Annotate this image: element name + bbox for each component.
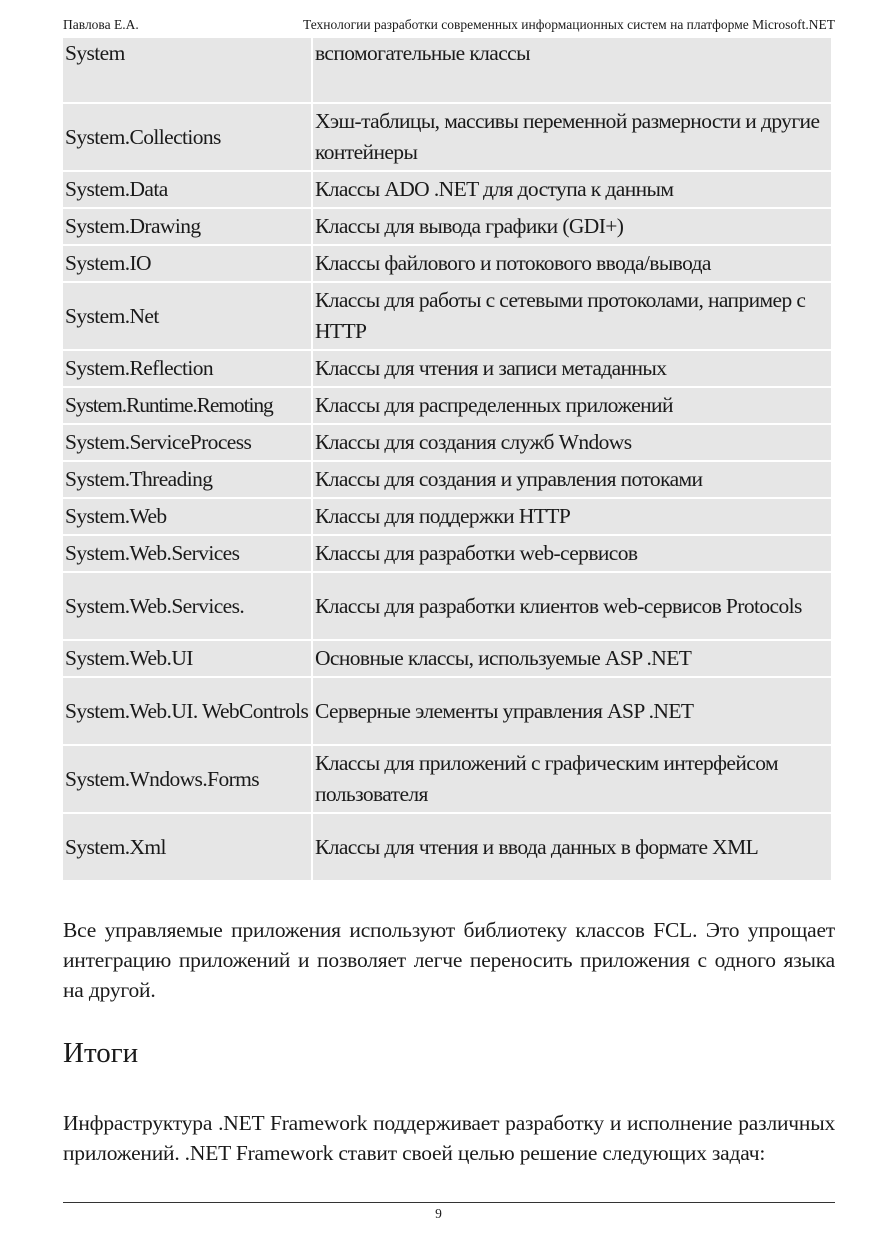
namespace-name: System.Net (63, 283, 311, 349)
namespace-description: Классы для разработки web-сервисов (313, 536, 831, 571)
table-row (63, 351, 831, 386)
namespace-name: System.Drawing (63, 209, 311, 244)
namespace-description: вспомогательные классы (313, 38, 831, 102)
namespace-name: System.Reflection (63, 351, 311, 386)
namespace-description: Классы для поддержки HTTP (313, 499, 831, 534)
table-row (63, 573, 831, 639)
body-paragraph: Все управляемые приложения используют библиотеку классов FCL. Это упрощает интеграцию приложений и позволяет легче переносить приложения с одного языка на другой. (63, 918, 835, 1002)
namespace-name: System.Threading (63, 462, 311, 497)
namespace-name: System.ServiceProcess (63, 425, 311, 460)
namespace-description: Классы для разработки клиентов web-сервисов Protocols (313, 573, 831, 639)
header-author: Павлова Е.А. (63, 17, 139, 32)
namespace-table (61, 36, 833, 882)
namespace-name: System.Runtime.Remoting (63, 388, 311, 423)
table-row (63, 462, 831, 497)
namespace-description: Классы файлового и потокового ввода/вывода (313, 246, 831, 281)
namespace-name: System.Web.UI. WebControls (63, 678, 311, 744)
table-row (63, 814, 831, 880)
namespace-description: Классы для чтения и ввода данных в формате XML (313, 814, 831, 880)
table-row (63, 536, 831, 571)
table-row (63, 246, 831, 281)
table-row (63, 425, 831, 460)
table-row (63, 499, 831, 534)
namespace-description: Серверные элементы управления ASP .NET (313, 678, 831, 744)
namespace-name: System.Collections (63, 104, 311, 170)
table-row (63, 209, 831, 244)
page-header (63, 17, 835, 37)
table-row (63, 172, 831, 207)
table-row (63, 641, 831, 676)
namespace-name: System.Data (63, 172, 311, 207)
table-row (63, 283, 831, 349)
section-heading: Итоги (63, 1037, 139, 1069)
namespace-name: System.Xml (63, 814, 311, 880)
footer-divider (63, 1202, 835, 1203)
namespace-description: Основные классы, используемые ASP .NET (313, 641, 831, 676)
namespace-description: Классы для приложений с графическим интерфейсом пользователя (313, 746, 831, 812)
namespace-name: System.Web.UI (63, 641, 311, 676)
namespace-description: Классы ADO .NET для доступа к данным (313, 172, 831, 207)
namespace-description: Классы для распределенных приложений (313, 388, 831, 423)
namespace-description: Хэш-таблицы, массивы переменной размерности и другие контейнеры (313, 104, 831, 170)
namespace-name: System.Web.Services (63, 536, 311, 571)
namespace-name: System (63, 38, 311, 102)
table-row (63, 746, 831, 812)
namespace-description: Классы для создания и управления потоками (313, 462, 831, 497)
table-row (63, 388, 831, 423)
table-row (63, 104, 831, 170)
page-number: 9 (435, 1206, 442, 1221)
namespace-name: System.IO (63, 246, 311, 281)
table-row (63, 38, 831, 102)
namespace-name: System.Web.Services. (63, 573, 311, 639)
namespace-description: Классы для создания служб Wndows (313, 425, 831, 460)
namespace-description: Классы для работы с сетевыми протоколами, например с HTTP (313, 283, 831, 349)
namespace-description: Классы для чтения и записи метаданных (313, 351, 831, 386)
namespace-name: System.Web (63, 499, 311, 534)
header-book-title: Технологии разработки современных информационных систем на платформе Microsoft.NET (303, 17, 835, 32)
namespace-description: Классы для вывода графики (GDI+) (313, 209, 831, 244)
body-paragraph: Инфраструктура .NET Framework поддерживает разработку и исполнение различных приложений. .NET Framework ставит своей целью решение следующих задач: (63, 1111, 835, 1165)
namespace-name: System.Wndows.Forms (63, 746, 311, 812)
table-row (63, 678, 831, 744)
